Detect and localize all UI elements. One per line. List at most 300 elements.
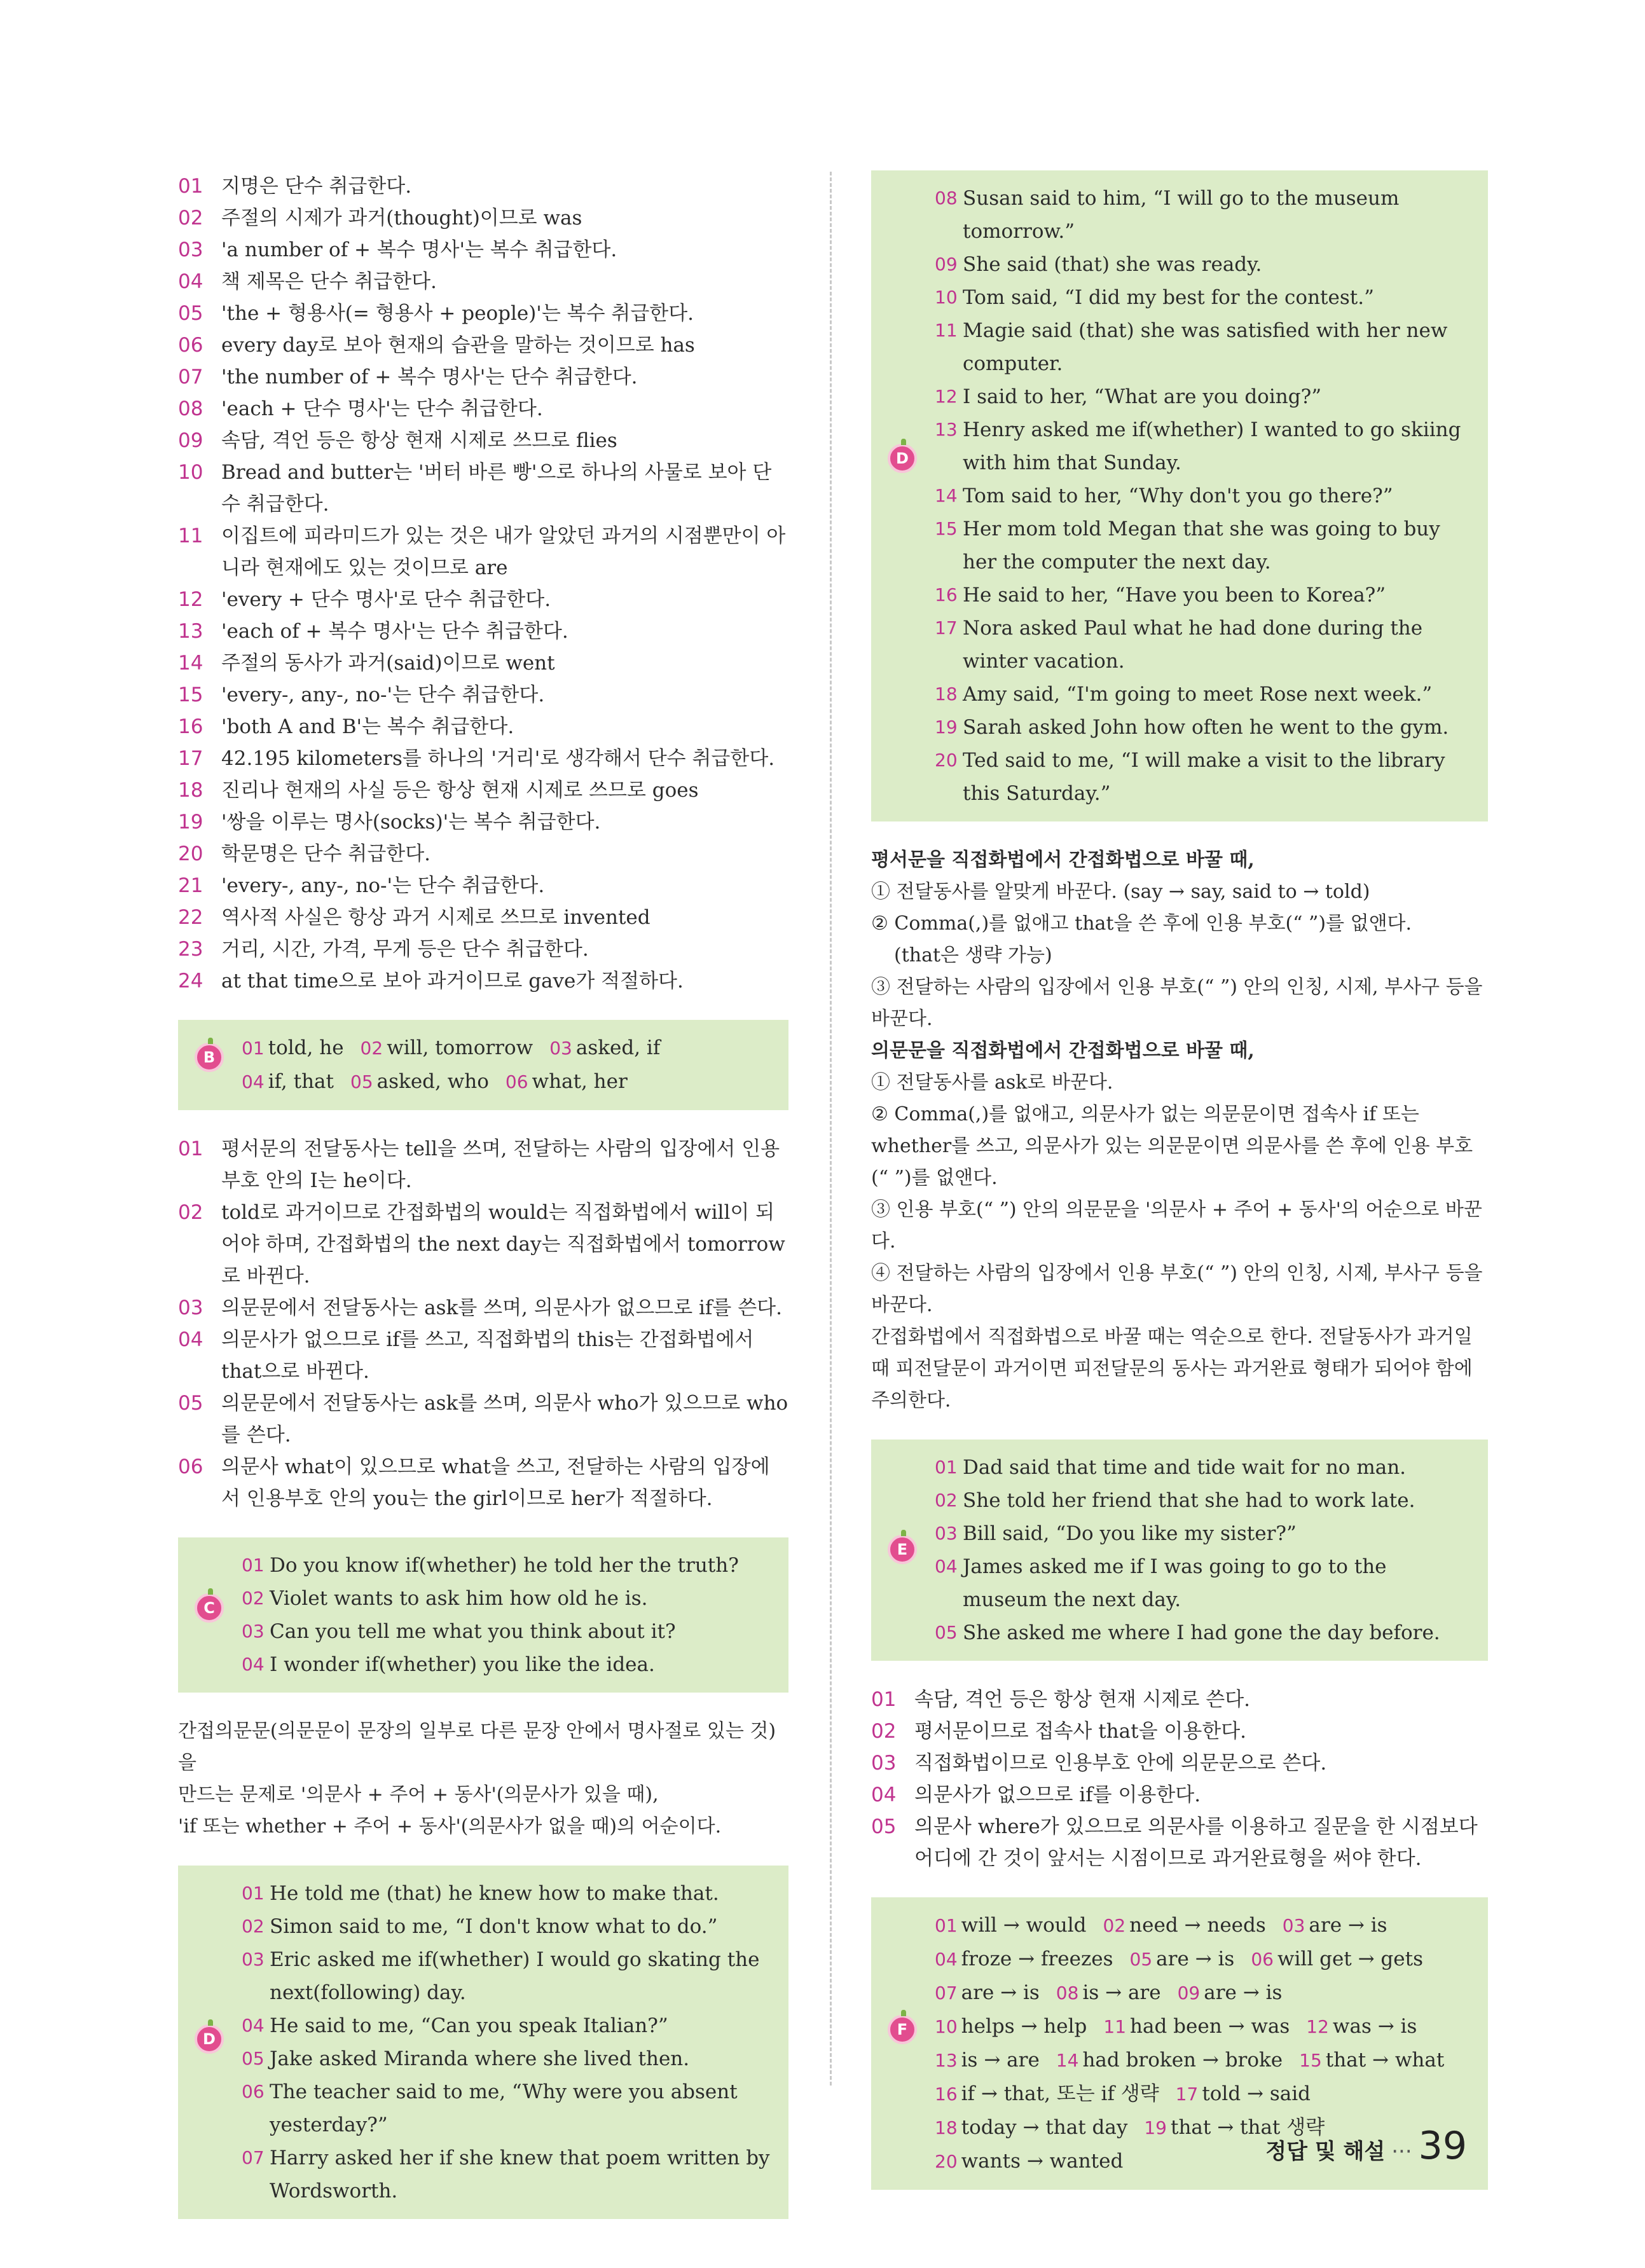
badge-d-icon: D [888,444,917,473]
answer-item [1130,1942,1235,1976]
item-number: 12 [178,588,203,611]
item-number: 06 [1251,1949,1274,1970]
item-number: 04 [242,1071,265,1092]
list-item [242,1943,771,2009]
box-f-row [935,1976,1470,2010]
item-text: will, tomorrow [387,1036,533,1059]
item-text: 'the number of + 복수 명사'는 단수 취급한다. [221,366,638,388]
item-text: The teacher said to me, “Why were you absent yesterday?” [270,2080,738,2136]
item-number: 11 [1103,2016,1127,2037]
list-item [935,248,1470,281]
answer-item [935,1976,1040,2010]
answer-item [361,1031,533,1065]
list-item [178,965,788,997]
item-number: 04 [242,1654,265,1675]
item-text: are → is [1309,1914,1387,1937]
item-number: 10 [935,2016,958,2037]
item-number: 01 [242,1883,265,1904]
list-item [242,1582,771,1615]
item-text: Susan said to him, “I will go to the museum tomorrow.” [963,187,1400,243]
item-number: 21 [178,874,203,897]
item-text: 'each + 단수 명사'는 단수 취급한다. [221,397,543,420]
answer-item [1299,2044,1444,2077]
item-text: Eric asked me if(whether) I would go skating the next(following) day. [270,1948,760,2004]
item-number: 03 [178,1296,203,1319]
list-item [178,1451,788,1515]
section-b-explanations [178,1133,788,1515]
item-text: 'every-, any-, no-'는 단수 취급한다. [221,874,545,897]
list-item [935,1451,1470,1484]
item-number: 14 [935,485,958,506]
answer-item [1176,2077,1311,2111]
item-text: Bill said, “Do you like my sister?” [963,1522,1297,1545]
answer-item [1103,1909,1266,1942]
list-item [178,520,788,584]
badge-c-icon: C [195,1593,224,1623]
list-item [242,2141,771,2208]
box-f-row [935,2010,1470,2044]
item-number: 18 [935,2117,958,2138]
item-text: 의문사 where가 있으므로 의문사를 이용하고 질문을 한 시점보다 어디에 간 것이 앞서는 시점이므로 과거완료형을 써야 한다. [914,1815,1478,1870]
item-number: 05 [242,2048,265,2069]
item-text: Her mom told Megan that she was going to buy her the computer the next day. [963,518,1440,574]
list-item [178,870,788,902]
section-d-explanation [871,844,1488,1417]
item-text: 평서문이므로 접속사 that을 이용한다. [914,1720,1247,1743]
item-text: Harry asked her if she knew that poem written by Wordsworth. [270,2147,770,2203]
list-item [935,612,1470,678]
list-item [242,1615,771,1648]
item-text: at that time으로 보아 과거이므로 gave가 적절하다. [221,970,684,993]
item-text: 'both A and B'는 복수 취급한다. [221,715,514,738]
item-text: 속담, 격언 등은 항상 현재 시제로 쓰므로 flies [221,429,617,452]
item-text: helps → help [961,2015,1087,2038]
list-item [935,1517,1470,1550]
item-number: 16 [178,715,203,738]
item-number: 15 [1299,2050,1322,2071]
answer-item [1251,1942,1423,1976]
list-item [871,1779,1488,1811]
list-item [178,838,788,870]
list-item [178,329,788,361]
box-e [871,1440,1488,1661]
item-text: every day로 보아 현재의 습관을 말하는 것이므로 has [221,334,695,357]
item-number: 01 [871,1688,897,1711]
item-text: Sarah asked John how often he went to the gym. [963,716,1449,739]
box-f-row [935,1909,1470,1942]
item-text: 평서문의 전달동사는 tell을 쓰며, 전달하는 사람의 입장에서 인용부호 안의 I는 he이다. [221,1137,780,1192]
item-text: Jake asked Miranda where she lived then. [270,2047,690,2070]
item-number: 02 [242,1588,265,1609]
item-number: 22 [178,906,203,929]
item-number: 10 [935,287,958,308]
item-text: 이집트에 피라미드가 있는 것은 내가 알았던 과거의 시점뿐만이 아니라 현재에도 있는 것이므로 are [221,525,786,579]
answer-item [935,2077,1159,2111]
list-item [242,2075,771,2141]
badge-d-icon: D [195,2024,224,2054]
item-number: 03 [935,1523,958,1544]
answer-item [242,1031,344,1065]
list-item [178,170,788,202]
item-text: Dad said that time and tide wait for no man. [963,1456,1407,1479]
item-number: 03 [1282,1915,1305,1936]
item-number: 01 [935,1457,958,1478]
item-number: 03 [242,1621,265,1642]
item-text: James asked me if I was going to go to the museum the next day. [963,1555,1387,1611]
item-text: '쌍을 이루는 명사(socks)'는 복수 취급한다. [221,811,601,834]
item-text: 'every-, any-, no-'는 단수 취급한다. [221,684,545,706]
item-text: need → needs [1129,1914,1266,1937]
item-text: She asked me where I had gone the day before. [963,1621,1440,1644]
answer-item [1056,2044,1283,2077]
item-text: wants → wanted [961,2150,1124,2173]
explanation-line: ① 전달동사를 ask로 바꾼다. [871,1071,1113,1094]
list-item [178,1133,788,1197]
list-item [935,281,1470,314]
list-item [178,393,788,425]
list-item [935,678,1470,711]
item-number: 24 [178,970,203,993]
item-number: 18 [935,684,958,704]
item-number: 04 [242,2015,265,2036]
list-item [178,743,788,774]
item-text: 학문명은 단수 취급한다. [221,842,431,865]
item-text: had been → was [1130,2015,1290,2038]
item-text: Nora asked Paul what he had done during the winter vacation. [963,617,1423,673]
list-item [935,512,1470,579]
list-item [935,711,1470,744]
box-b [178,1020,788,1110]
column-divider [830,172,832,2086]
list-item [935,744,1470,810]
answer-item [549,1031,660,1065]
item-number: 03 [871,1752,897,1775]
item-text: if, that [268,1070,334,1093]
badge-e-icon: E [888,1535,917,1564]
item-text: 역사적 사실은 항상 과거 시제로 쓰므로 invented [221,906,650,929]
list-item [178,584,788,615]
list-item [871,1747,1488,1779]
item-text: asked, who [376,1070,489,1093]
list-item [935,1616,1470,1649]
explanation-line: ② Comma(,)를 없애고 that을 쓴 후에 인용 부호(“ ”)를 없앤다. [871,912,1412,935]
item-text: 지명은 단수 취급한다. [221,175,412,198]
item-number: 20 [178,842,203,865]
item-number: 02 [178,207,203,230]
answer-item [1103,2010,1290,2044]
item-number: 06 [505,1071,528,1092]
list-item [242,1910,771,1943]
item-text: 'each of + 복수 명사'는 단수 취급한다. [221,620,568,643]
item-text: Do you know if(whether) he told her the truth? [270,1554,739,1577]
item-text: 주절의 시제가 과거(thought)이므로 was [221,207,582,230]
item-text: told로 과거이므로 간접화법의 would는 직접화법에서 will이 되어야 하며, 간접화법의 the next day는 직접화법에서 tomorrow로 바뀐다. [221,1201,785,1288]
item-number: 09 [935,254,958,275]
item-text: He said to me, “Can you speak Italian?” [270,2014,668,2037]
list-item [178,361,788,393]
box-f-row [935,2044,1470,2077]
explanation-line: (that은 생략 가능) [894,944,1052,966]
item-number: 01 [178,1137,203,1160]
explanation-line: ③ 전달하는 사람의 입장에서 인용 부호(“ ”) 안의 인칭, 시제, 부사구 등을 바꾼다. [871,976,1483,1030]
item-number: 02 [871,1720,897,1743]
item-text: He told me (that) he knew how to make that. [270,1882,719,1905]
explanation-line: 간접화법에서 직접화법으로 바꿀 때는 역순으로 한다. 전달동사가 과거일 때 피전달문이 과거이면 피전달문의 동사는 과거완료 형태가 되어야 함에 주의한다. [871,1326,1473,1412]
list-item [178,234,788,266]
footer-label: 정답 및 해설 [1265,2139,1386,2164]
item-text: had broken → broke [1082,2049,1283,2072]
item-number: 16 [935,2084,958,2105]
answer-item [935,2145,1123,2178]
item-number: 02 [178,1201,203,1224]
list-item [178,711,788,743]
list-item [871,1811,1488,1874]
item-number: 01 [242,1555,265,1576]
item-text: Henry asked me if(whether) I wanted to go skiing with him that Sunday. [963,418,1461,474]
item-text: is → are [961,2049,1040,2072]
explanation-heading: 의문문을 직접화법에서 간접화법으로 바꿀 때, [871,1040,1255,1062]
left-column [178,170,788,2242]
box-c-list [242,1549,771,1681]
item-text: that → that 생략 [1170,2116,1325,2139]
badge-b-icon: B [195,1043,224,1072]
item-text: are → is [1204,1981,1283,2004]
item-number: 13 [178,620,203,643]
item-text: She said (that) she was ready. [963,253,1262,276]
item-text: that → what [1325,2049,1445,2072]
item-number: 08 [178,397,203,420]
item-text: 책 제목은 단수 취급한다. [221,270,437,293]
item-text: is → are [1082,1981,1161,2004]
box-f-row [935,1942,1470,1976]
list-item [178,679,788,711]
item-text: She told her friend that she had to work late. [963,1489,1415,1512]
page-number: 39 [1418,2124,1467,2168]
list-item [935,1484,1470,1517]
answer-item [1056,1976,1161,2010]
item-number: 23 [178,938,203,961]
item-number: 07 [178,366,203,388]
list-item [178,933,788,965]
item-text: froze → freezes [961,1948,1113,1970]
answer-item [1283,1909,1387,1942]
item-number: 12 [1306,2016,1329,2037]
list-item [242,1648,771,1681]
item-number: 09 [1177,1983,1201,2003]
item-text: 진리나 현재의 사실 등은 항상 현재 시제로 쓰므로 goes [221,779,699,802]
list-item [178,1292,788,1324]
item-number: 17 [178,747,203,770]
item-text: Can you tell me what you think about it? [270,1620,676,1643]
explanation-line: ③ 인용 부호(“ ”) 안의 의문문을 '의문사 + 주어 + 동사'의 어순으로 바꾼다. [871,1199,1482,1253]
explanation-heading: 평서문을 직접화법에서 간접화법으로 바꿀 때, [871,849,1255,871]
list-item [178,457,788,520]
answer-item [935,2010,1087,2044]
item-number: 05 [1129,1949,1153,1970]
item-text: 직접화법이므로 인용부호 안에 의문문으로 쓴다. [914,1752,1327,1775]
explanation-line: ② Comma(,)를 없애고, 의문사가 없는 의문문이면 접속사 if 또는 whether를 쓰고, 의문사가 있는 의문문이면 의문사를 쓴 후에 인용 부호(“ ”)를 없앤다. [871,1103,1473,1189]
answer-item [935,2044,1040,2077]
answer-item [1306,2010,1417,2044]
item-number: 20 [935,750,958,771]
item-number: 15 [935,518,958,539]
box-d-list-right [935,182,1470,810]
item-number: 16 [935,584,958,605]
answer-item [242,1065,334,1099]
list-item [871,1684,1488,1715]
list-item [242,1877,771,1910]
section-e-explanations [871,1684,1488,1874]
list-item [178,806,788,838]
explanation-line: ④ 전달하는 사람의 입장에서 인용 부호(“ ”) 안의 인칭, 시제, 부사구 등을 바꾼다. [871,1262,1483,1316]
item-number: 06 [242,2081,265,2102]
answer-item [350,1065,489,1099]
item-number: 01 [242,1038,265,1059]
item-number: 19 [935,717,958,738]
item-number: 17 [1175,2084,1199,2105]
item-text: He said to her, “Have you been to Korea?” [963,584,1386,607]
item-text: Ted said to me, “I will make a visit to the library this Saturday.” [963,749,1445,805]
footer-dots: ··· [1391,2139,1412,2164]
item-text: will → would [961,1914,1087,1937]
item-number: 02 [242,1916,265,1937]
list-item [242,2042,771,2075]
item-text: Tom said, “I did my best for the contest.” [963,286,1374,309]
item-text: was → is [1332,2015,1417,2038]
list-item [178,202,788,234]
list-item [178,1197,788,1292]
item-text: Amy said, “I'm going to meet Rose next week.” [963,683,1433,706]
list-item [178,298,788,329]
item-text: Magie said (that) she was satisfied with her new computer. [963,319,1448,375]
explanation-line: 만드는 문제로 '의문사 + 주어 + 동사'(의문사가 있을 때), [178,1783,659,1806]
item-number: 02 [935,1490,958,1511]
item-number: 10 [178,461,203,484]
box-e-list [935,1451,1470,1649]
item-number: 13 [935,419,958,440]
item-text: 의문문에서 전달동사는 ask를 쓰며, 의문사가 없으므로 if를 쓴다. [221,1296,782,1319]
item-text: 속담, 격언 등은 항상 현재 시제로 쓴다. [914,1688,1251,1711]
item-number: 04 [178,1328,203,1351]
item-text: told, he [268,1036,344,1059]
item-number: 04 [935,1556,958,1577]
item-number: 01 [178,175,203,198]
answer-item [935,1909,1087,1942]
list-item [935,314,1470,380]
box-b-row [242,1031,771,1065]
box-c [178,1537,788,1693]
item-text: 거리, 시간, 가격, 무게 등은 단수 취급한다. [221,938,589,961]
item-text: 의문사가 없으므로 if를 이용한다. [914,1783,1201,1806]
item-number: 05 [178,302,203,325]
list-item [178,266,788,298]
item-text: 의문사 what이 있으므로 what을 쓰고, 전달하는 사람의 입장에서 인용부호 안의 you는 the girl이므로 her가 적절하다. [221,1455,770,1510]
item-text: Violet wants to ask him how old he is. [270,1587,648,1610]
item-number: 11 [178,525,203,547]
item-number: 05 [178,1392,203,1415]
list-item [242,1549,771,1582]
item-number: 14 [178,652,203,675]
item-text: 42.195 kilometers를 하나의 '거리'로 생각해서 단수 취급한다. [221,747,775,770]
item-text: if → that, 또는 if 생략 [961,2082,1159,2105]
item-number: 18 [178,779,203,802]
item-text: Tom said to her, “Why don't you go there?” [963,485,1393,507]
item-number: 02 [1103,1915,1126,1936]
item-text: today → that day [961,2116,1128,2139]
explanation-line: ① 전달동사를 알맞게 바꾼다. (say → say, said to → told) [871,881,1370,903]
item-number: 14 [1056,2050,1079,2071]
answer-item [506,1065,628,1099]
item-number: 06 [178,1455,203,1478]
item-number: 03 [178,238,203,261]
item-text: 'every + 단수 명사'로 단수 취급한다. [221,588,551,611]
right-column [871,170,1488,2213]
item-number: 05 [350,1071,373,1092]
explanation-line: 'if 또는 whether + 주어 + 동사'(의문사가 없을 때)의 어순이다. [178,1815,722,1838]
item-number: 03 [549,1038,572,1059]
list-item [935,413,1470,479]
box-d-left [178,1866,788,2219]
list-item [178,647,788,679]
item-number: 19 [178,811,203,834]
item-number: 03 [242,1949,265,1970]
list-item [935,479,1470,512]
explanation-line: 간접의문문(의문문이 문장의 일부로 다른 문장 안에서 명사절로 있는 것)을 [178,1720,776,1774]
page-footer [1265,2124,1467,2168]
item-number: 05 [935,1622,958,1643]
list-item [178,774,788,806]
item-number: 13 [935,2050,958,2071]
item-text: Bread and butter는 '버터 바른 빵'으로 하나의 사물로 보아 단수 취급한다. [221,461,772,516]
item-number: 11 [935,320,958,341]
item-text: will get → gets [1277,1948,1423,1970]
item-number: 07 [242,2147,265,2168]
list-item [935,1550,1470,1616]
item-number: 04 [871,1783,897,1806]
answer-item [935,1942,1113,1976]
item-number: 07 [935,1983,958,2003]
list-item [178,1324,788,1387]
list-item [178,902,788,933]
item-number: 08 [935,188,958,209]
list-item [178,425,788,457]
item-number: 09 [178,429,203,452]
box-f-row [935,2077,1470,2111]
item-text: 주절의 동사가 과거(said)이므로 went [221,652,555,675]
item-text: 'the + 형용사(= 형용사 + people)'는 복수 취급한다. [221,302,694,325]
item-number: 20 [935,2151,958,2172]
item-text: I said to her, “What are you doing?” [963,385,1322,408]
list-item [935,182,1470,248]
item-text: asked, if [575,1036,661,1059]
answer-item [1178,1976,1283,2010]
list-item [242,2009,771,2042]
box-d-list-left [242,1877,771,2208]
list-item [935,579,1470,612]
item-text: are → is [1156,1948,1235,1970]
item-text: Simon said to me, “I don't know what to do.” [270,1915,718,1938]
item-number: 12 [935,386,958,407]
item-text: 'a number of + 복수 명사'는 복수 취급한다. [221,238,617,261]
item-text: I wonder if(whether) you like the idea. [270,1653,655,1676]
list-item [871,1715,1488,1747]
box-b-row [242,1065,771,1099]
item-number: 19 [1144,2117,1167,2138]
item-number: 06 [178,334,203,357]
list-item [935,380,1470,413]
badge-f-icon: F [888,2015,917,2044]
item-text: told → said [1202,2082,1311,2105]
